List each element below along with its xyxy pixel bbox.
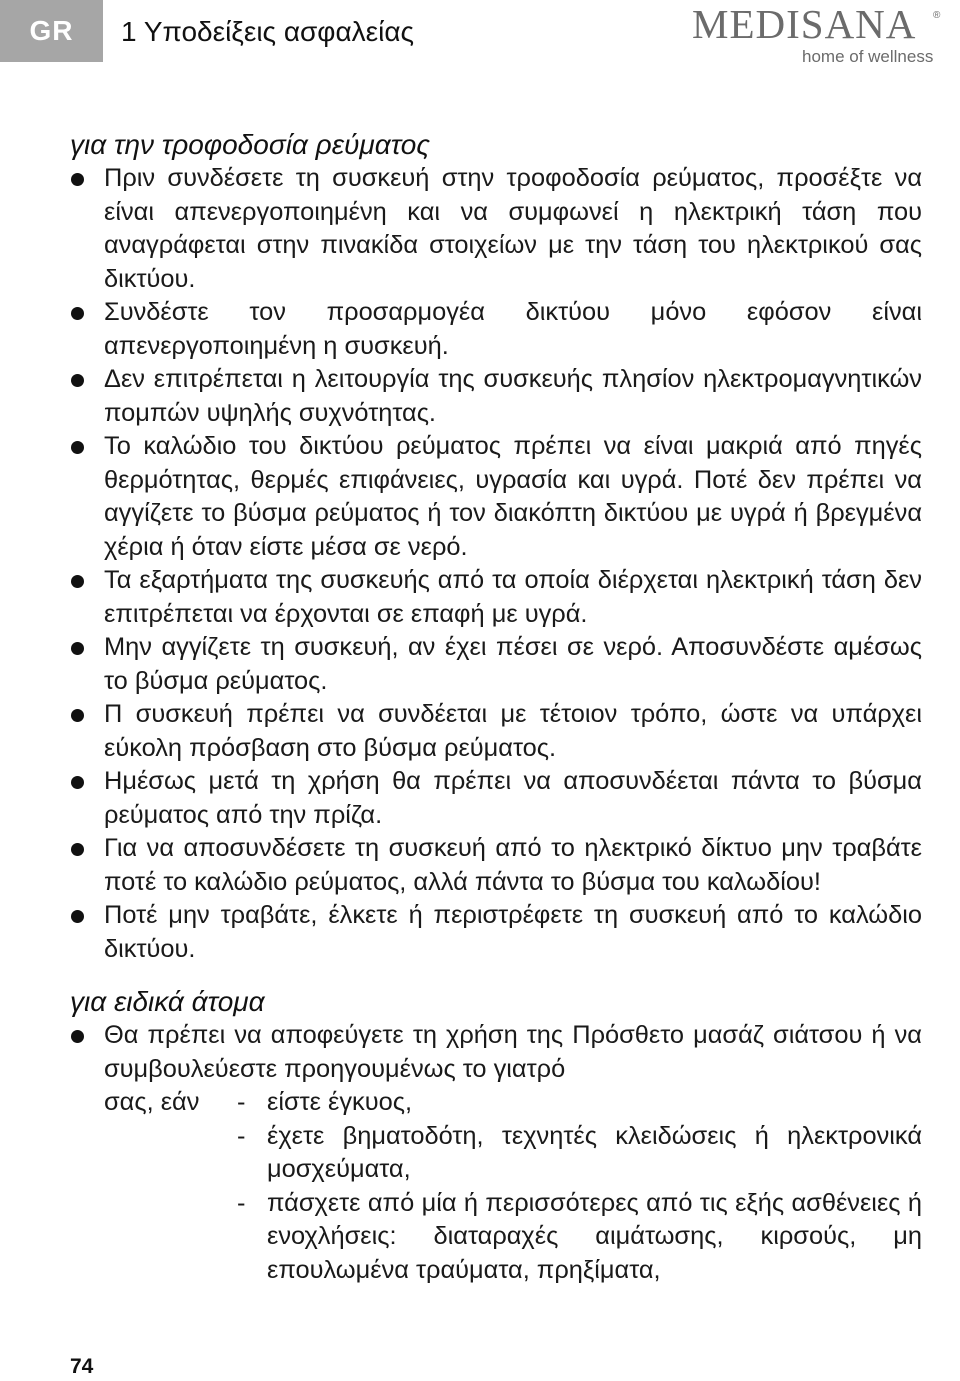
list-item: Ποτέ μην τραβάτε, έλκετε ή περιστρέφετε τη συσκευή από το καλώδιο δικτύου. xyxy=(70,899,922,966)
dash-marker: - xyxy=(237,1088,246,1116)
language-code: GR xyxy=(29,15,74,46)
list-item: Πριν συνδέσετε τη συσκευή στην τροφοδοσία ρεύματος, προσέξτε να είναι απενεργοποιημένη και να συμφωνεί η ηλεκτρική τάση που αναγράφεται στην πινακίδα στοιχείων με την τάση του ηλεκτρικού σας δικτύου. xyxy=(70,162,922,296)
bullet-icon xyxy=(71,575,84,588)
logo-tagline: home of wellness xyxy=(802,47,934,66)
list-item: Ημέσως μετά τη χρήση θα πρέπει να αποσυνδέεται πάντα το βύσμα ρεύματος από την πρίζα. xyxy=(70,765,922,832)
condition-item: - έχετε βηματοδότη, τεχνητές κλειδώσεις ή ηλεκτρονικά μοσχεύματα, xyxy=(237,1121,922,1183)
bullet-icon xyxy=(71,910,84,923)
section-title-power-supply: για την τροφοδοσία ρεύματος xyxy=(70,129,430,160)
bullet-icon xyxy=(71,843,84,856)
dash-marker: - xyxy=(237,1121,246,1150)
brand-logo xyxy=(690,2,952,68)
list-item: Για να αποσυνδέσετε τη συσκευή από το ηλεκτρικό δίκτυο μην τραβάτε ποτέ το καλώδιο ρεύματος, αλλά πάντα το βύσμα του καλωδίου! xyxy=(70,832,922,899)
list-item: Π συσκευή πρέπει να συνδέεται με τέτοιον τρόπο, ώστε να υπάρχει εύκολη πρόσβαση στο βύσμα ρεύματος. xyxy=(70,698,922,765)
list-item: Τα εξαρτήματα της συσκευής από τα οποία διέρχεται ηλεκτρική τάση δεν επιτρέπεται να έρχονται σε επαφή με υγρά. xyxy=(70,564,922,631)
chapter-title: 1 Υποδείξεις ασφαλείας xyxy=(121,16,415,47)
list-item: Δεν επιτρέπεται η λειτουργία της συσκευής πλησίον ηλεκτρομαγνητικών πομπών υψηλής συχνότητας. xyxy=(70,363,922,430)
bullet-icon xyxy=(71,1030,84,1043)
bullet-icon xyxy=(71,173,84,186)
bullet-icon xyxy=(71,709,84,722)
logo-registered-mark: ® xyxy=(933,10,941,21)
conditions-list xyxy=(104,1086,922,1287)
bullet-icon xyxy=(71,642,84,655)
bullet-icon xyxy=(71,374,84,387)
list-item: Το καλώδιο του δικτύου ρεύματος πρέπει να είναι μακριά από πηγές θερμότητας, θερμές επιφάνειες, υγρασία και υγρά. Ποτέ δεν πρέπει να αγγίζετε το βύσμα ρεύματος ή τον διακόπτη δικτύου με υγρά ή βρεγμένα χέρια ή όταν είστε μέσα σε νερό. xyxy=(70,430,922,564)
condition-item: σας, εάν - είστε έγκυος, xyxy=(104,1086,922,1120)
bullet-icon xyxy=(71,307,84,320)
logo-wordmark: MEDISANA xyxy=(692,2,917,47)
dash-marker: - xyxy=(237,1188,246,1217)
list-item: Θα πρέπει να αποφεύγετε τη χρήση της Πρόσθετο μασάζ σιάτσου ή να συμβουλεύεστε προηγουμένως το γιατρό xyxy=(70,1019,922,1086)
bullet-icon xyxy=(71,776,84,789)
condition-item: - πάσχετε από μία ή περισσότερες από τις εξής ασθένειες ή ενοχλήσεις: διαταραχές αιμάτωσης, κιρσούς, μη επουλωμένα τραύματα, πρηξίματα, xyxy=(237,1188,922,1284)
page-number: 74 xyxy=(70,1355,94,1378)
list-item: Μην αγγίζετε τη συσκευή, αν έχει πέσει σε νερό. Αποσυνδέστε αμέσως το βύσμα ρεύματος. xyxy=(70,631,922,698)
section-title-special-persons: για ειδικά άτομα xyxy=(70,986,265,1017)
special-persons-list xyxy=(70,1019,922,1086)
condition-lead: σας, εάν xyxy=(104,1088,200,1116)
list-item: Συνδέστε τον προσαρμογέα δικτύου μόνο εφόσον είναι απενεργοποιημένη η συσκευή. xyxy=(70,296,922,363)
language-tab xyxy=(0,0,103,62)
document-body xyxy=(70,128,922,1287)
bullet-icon xyxy=(71,441,84,454)
power-supply-list xyxy=(70,162,922,966)
